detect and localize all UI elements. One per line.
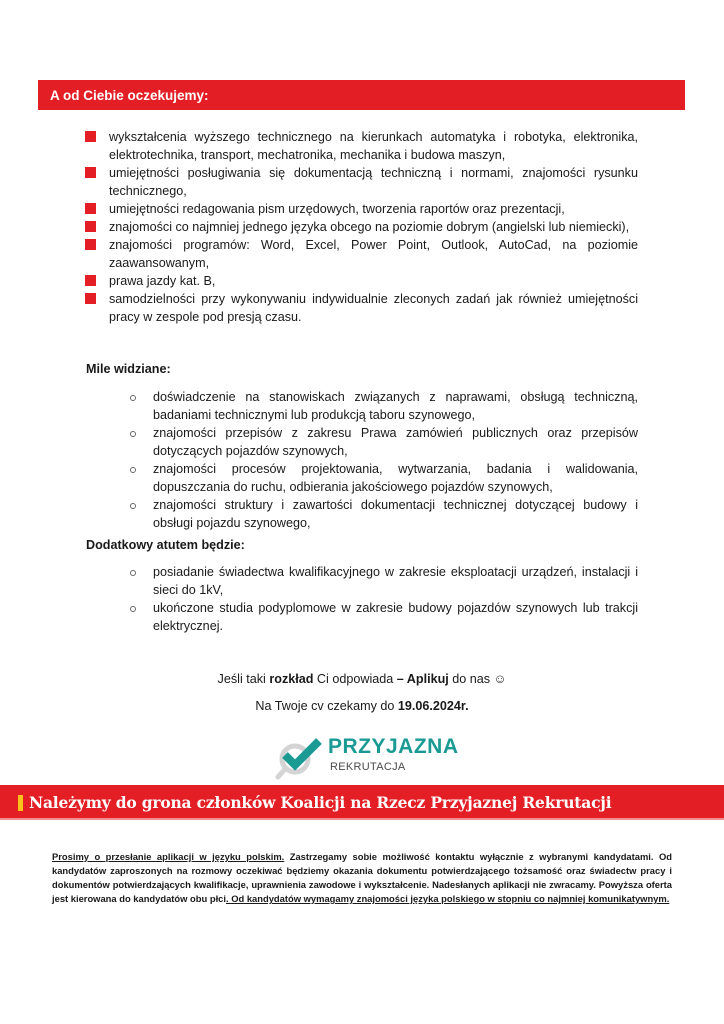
list-item: posiadanie świadectwa kwalifikacyjnego w zakresie eksploatacji urządzeń, instalacji i sieci do 1kV,: [130, 563, 638, 599]
list-item: doświadczenie na stanowiskach związanych z naprawami, obsługą techniczną, badaniami technicznymi lub produkcją taboru szynowego,: [130, 388, 638, 424]
requirements-heading-bar: [38, 80, 685, 110]
cta-deadline-line: Na Twoje cv czekamy do 19.06.2024r.: [255, 699, 469, 713]
list-item: znajomości przepisów z zakresu Prawa zamówień publicznych oraz przepisów dotyczących pojazdów szynowych,: [130, 424, 638, 460]
requirements-heading: A od Ciebie oczekujemy:: [50, 88, 209, 103]
red-square-bullet-icon: [85, 239, 96, 250]
logo-subtitle: REKRUTACJA: [330, 761, 406, 773]
list-item: umiejętności redagowania pism urzędowych, tworzenia raportów oraz prezentacji,: [85, 200, 638, 218]
red-square-bullet-icon: [85, 275, 96, 286]
list-item: znajomości procesów projektowania, wytwarzania, badania i walidowania, dopuszczania do ruchu, odbierania jakościowego pojazdów szynowych,: [130, 460, 638, 496]
nice-to-have-list: [130, 388, 638, 532]
requirements-list: [85, 128, 638, 326]
przyjazna-rekrutacja-logo: [275, 735, 465, 780]
red-square-bullet-icon: [85, 131, 96, 142]
list-item: znajomości co najmniej jednego języka obcego na poziomie dobrym (angielski lub niemiecki),: [85, 218, 638, 236]
red-square-bullet-icon: [85, 293, 96, 304]
footer-disclaimer: Prosimy o przesłanie aplikacji w języku polskim. Zastrzegamy sobie możliwość kontaktu wyłącznie z wybranymi kandydatami. Od kandydatów zaproszonych na rozmowy oczekiwać będziemy okazania dokumentu potwierdzającego tożsamość oraz świadectw pracy i dokumentów potwierdzających kwalifikacje, uprawnienia zawodowe i wykształcenie. Nadesłanych aplikacji nie zwracamy. Powyższa oferta jest kierowana do kandydatów obu płci. Od kandydatów wymagamy znajomości języka polskiego w stopniu co najmniej komunikatywnym.: [52, 851, 672, 904]
circle-bullet-icon: [130, 606, 136, 612]
cta-apply-line: Jeśli taki rozkład Ci odpowiada – Aplikuj do nas ☺: [217, 672, 507, 686]
magnifier-check-icon: [275, 735, 327, 780]
circle-bullet-icon: [130, 503, 136, 509]
list-item: znajomości programów: Word, Excel, Power Point, Outlook, AutoCad, na poziomie zaawansowanym,: [85, 236, 638, 272]
circle-bullet-icon: [130, 431, 136, 437]
coalition-text: Należymy do grona członków Koalicji na Rzecz Przyjaznej Rekrutacji: [29, 793, 612, 812]
logo-title: PRZYJAZNA: [328, 735, 459, 758]
bonus-heading: Dodatkowy atutem będzie:: [86, 538, 245, 552]
list-item: samodzielności przy wykonywaniu indywidualnie zleconych zadań jak również umiejętności pracy w zespole pod presją czasu.: [85, 290, 638, 326]
bonus-list: [130, 563, 638, 635]
list-item: umiejętności posługiwania się dokumentacją techniczną i normami, znajomości rysunku technicznego,: [85, 164, 638, 200]
list-item: prawa jazdy kat. B,: [85, 272, 638, 290]
red-square-bullet-icon: [85, 167, 96, 178]
list-item: wykształcenia wyższego technicznego na kierunkach automatyka i robotyka, elektronika, elektrotechnika, transport, mechatronika, mechanika i budowa maszyn,: [85, 128, 638, 164]
list-item: ukończone studia podyplomowe w zakresie budowy pojazdów szynowych lub trakcji elektrycznej.: [130, 599, 638, 635]
nice-to-have-heading: Mile widziane:: [86, 362, 171, 376]
circle-bullet-icon: [130, 467, 136, 473]
red-square-bullet-icon: [85, 203, 96, 214]
list-item: znajomości struktury i zawartości dokumentacji technicznej dotyczącej budowy i obsługi pojazdu szynowego,: [130, 496, 638, 532]
circle-bullet-icon: [130, 395, 136, 401]
red-square-bullet-icon: [85, 221, 96, 232]
deadline-date: 19.06.2024r.: [397, 699, 469, 713]
circle-bullet-icon: [130, 570, 136, 576]
yellow-accent-mark: [18, 795, 23, 811]
